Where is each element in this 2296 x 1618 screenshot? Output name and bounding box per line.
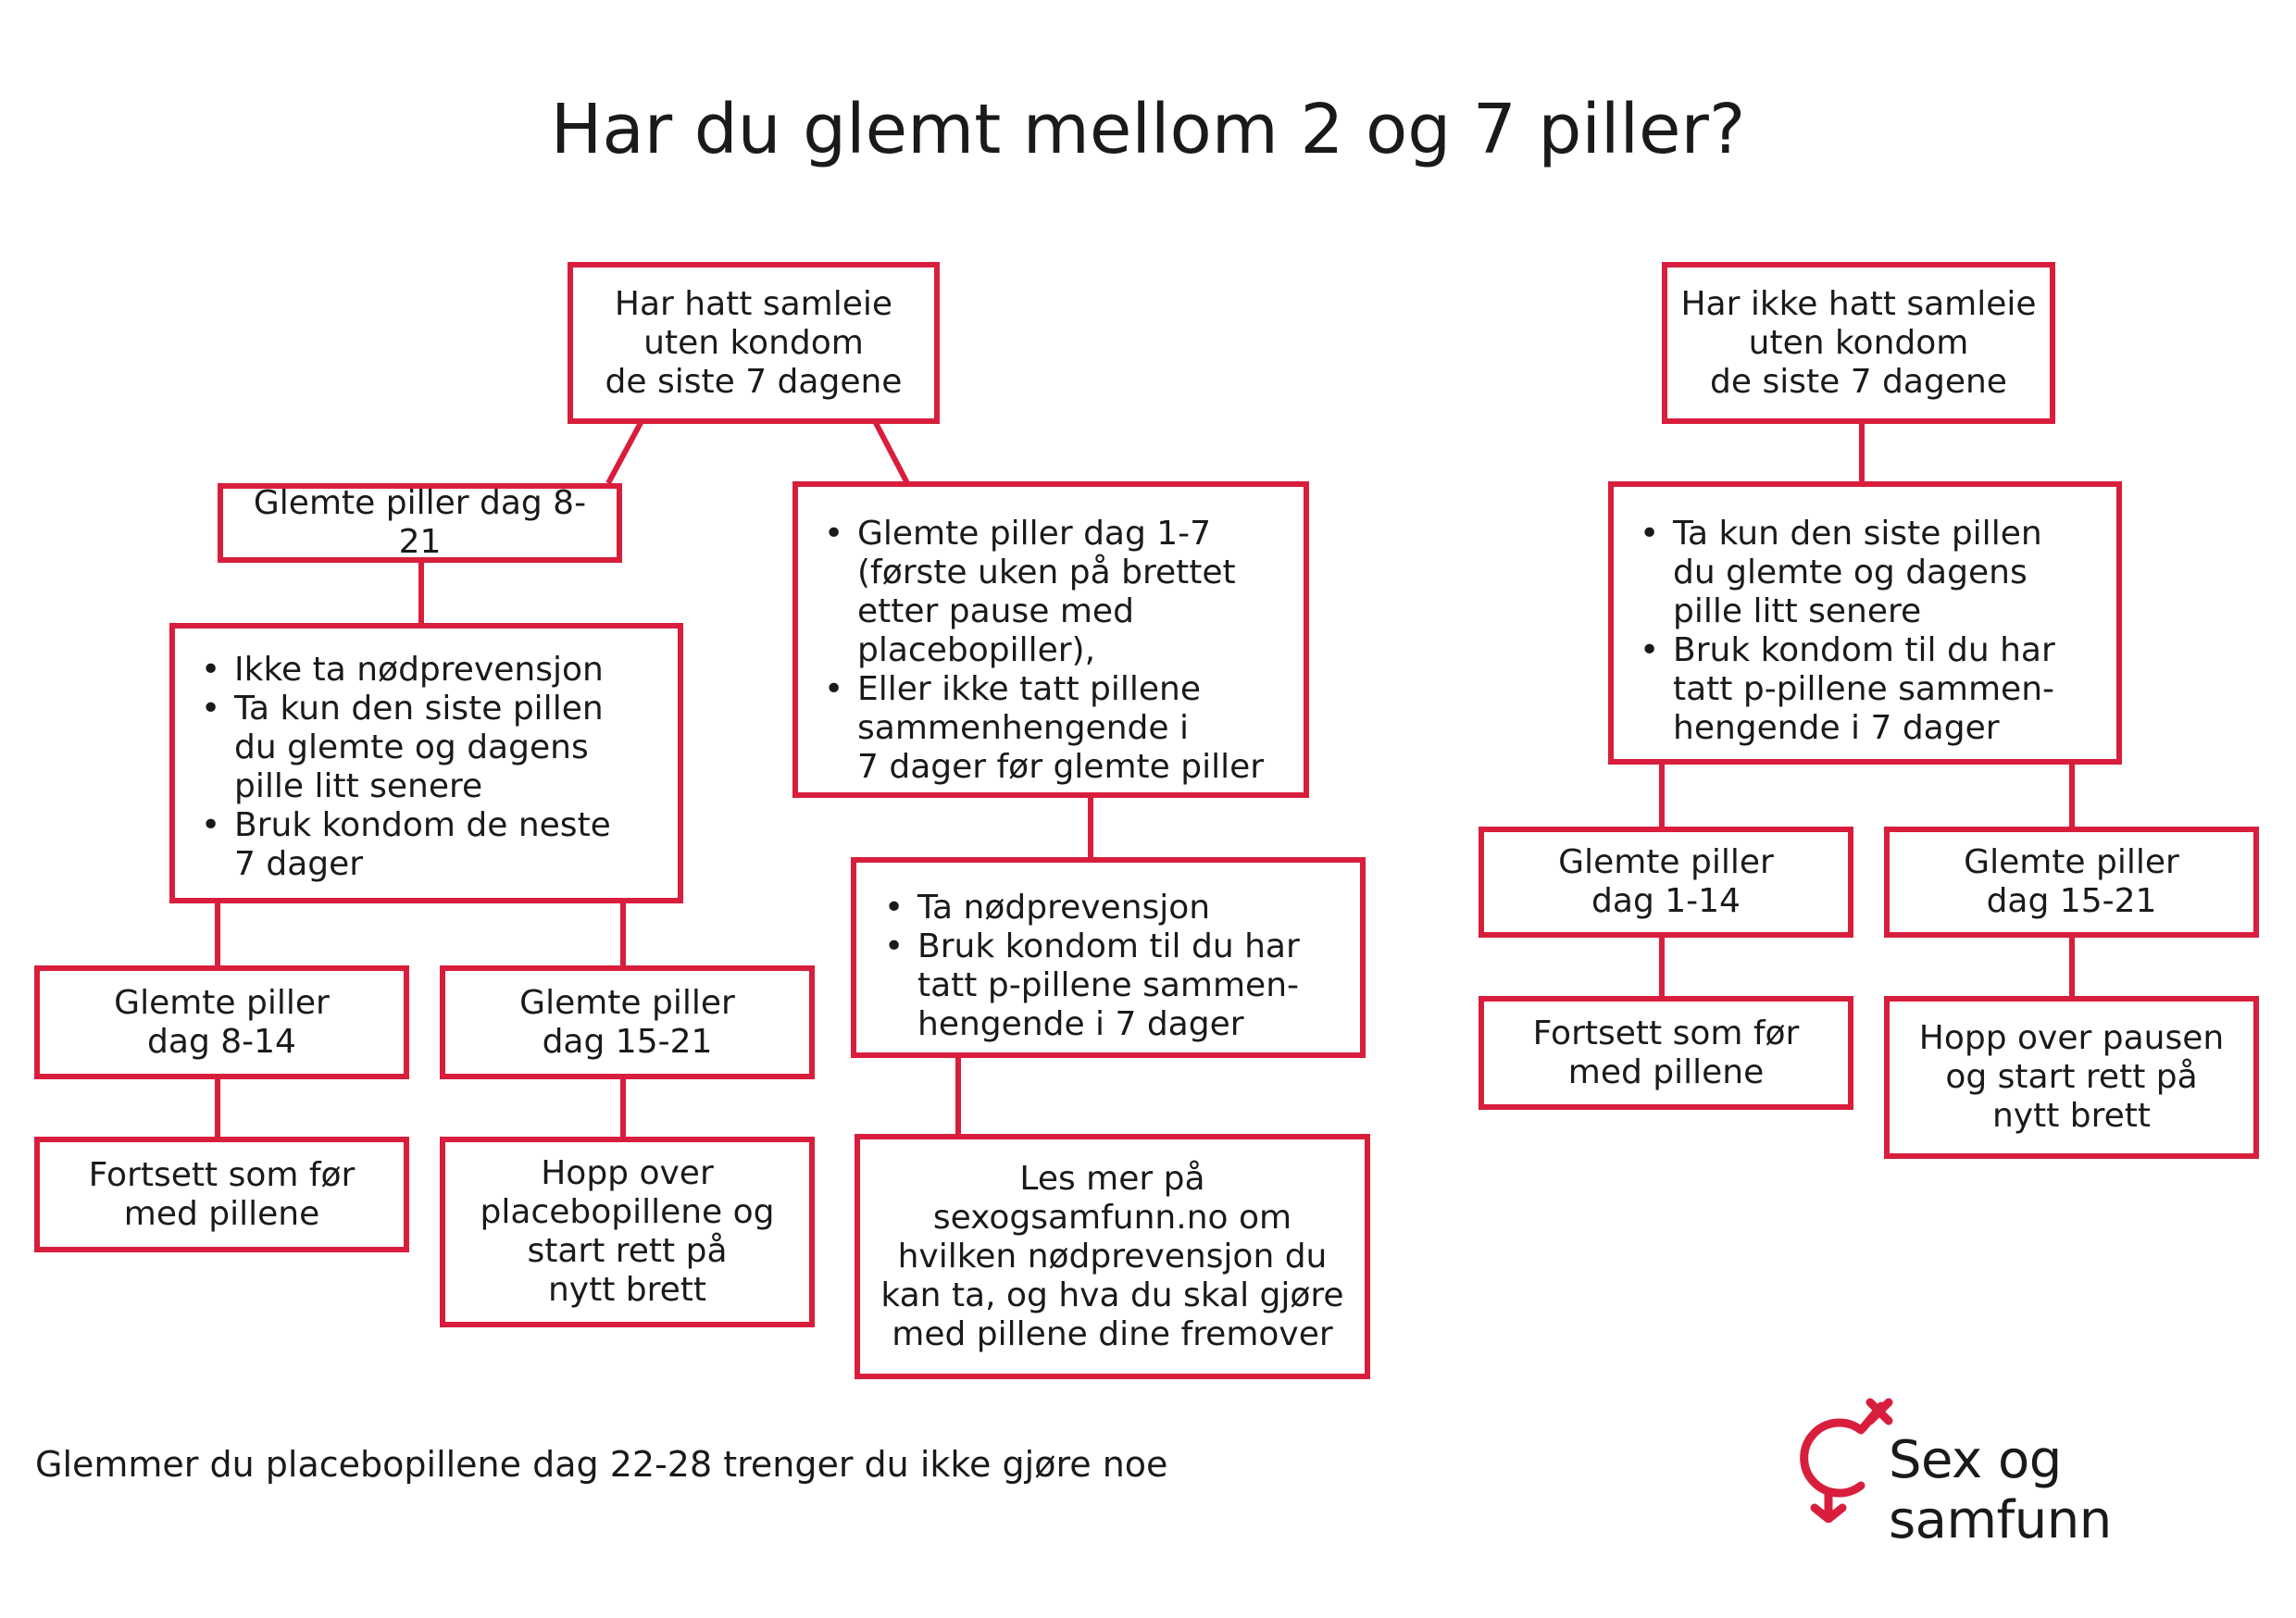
node-right-continue [1479,996,1853,1110]
right-advice-list [1640,515,2098,748]
node-right-advice [1608,481,2122,765]
node-right-skip-pause [1884,996,2259,1159]
mid-advice-list [884,889,1341,1044]
node-left-skip-placebo [440,1137,815,1327]
logo-text: Sex og samfunn [1889,1430,2112,1550]
node-mid-advice [851,857,1366,1058]
node-root-right [1662,262,2055,424]
node-left-day8-14 [34,965,409,1079]
node-right-day1-14-text: Glemte piller dag 1-14 [1558,843,1774,920]
mid-day1-7-list [824,515,1285,787]
left-advice-item: • Ikke ta nødprevensjon [201,651,659,690]
right-advice-item: • Ta kun den siste pillen du glemte og dagens pille litt senere [1640,515,2098,631]
node-left-continue [34,1137,409,1252]
page-title: Har du glemt mellom 2 og 7 piller? [550,90,1746,169]
node-right-continue-text: Fortsett som før med pillene [1532,1014,1800,1091]
connector-root-left-to-day8-21 [608,421,642,483]
node-left-skip-placebo-text: Hopp over placebopillene og start rett på nytt brett [480,1154,775,1309]
node-left-day8-14-text: Glemte piller dag 8-14 [114,983,330,1061]
node-right-day15-21-text: Glemte piller dag 15-21 [1964,843,2179,920]
node-root-left [568,262,940,424]
mid-advice-item: • Ta nødprevensjon [884,889,1341,927]
mid-day1-7-item: • Eller ikke tatt pillene sammenhengende i 7 dager før glemte piller [824,670,1285,787]
node-left-continue-text: Fortsett som før med pillene [88,1155,356,1233]
mid-advice-item: • Bruk kondom til du har tatt p-pillene sammen- hengende i 7 dager [884,927,1341,1044]
node-root-right-text: Har ikke hatt samleie uten kondom de siste 7 dagene [1680,284,2037,401]
node-left-day8-21 [218,483,622,563]
node-right-skip-pause-text: Hopp over pausen og start rett på nytt brett [1918,1019,2225,1135]
node-right-day15-21 [1884,827,2259,938]
footer-note: Glemmer du placebopillene dag 22-28 trenger du ikke gjøre noe [35,1444,1168,1485]
node-mid-read-more [855,1134,1370,1379]
node-left-day15-21-text: Glemte piller dag 15-21 [519,983,735,1061]
left-advice-item: • Ta kun den siste pillen du glemte og dagens pille litt senere [201,690,659,806]
node-left-day8-21-text: Glemte piller dag 8-21 [253,484,587,561]
node-left-day15-21 [440,965,815,1079]
node-mid-read-more-text: Les mer på sexogsamfunn.no om hvilken nødprevensjon du kan ta, og hva du skal gjøre med pillene dine fremover [880,1159,1344,1353]
right-advice-item: • Bruk kondom til du har tatt p-pillene sammen- hengende i 7 dager [1640,631,2098,748]
node-root-left-text: Har hatt samleie uten kondom de siste 7 dagene [605,284,903,401]
left-advice-item: • Bruk kondom de neste 7 dager [201,806,659,884]
left-advice-list [201,651,659,884]
node-right-day1-14 [1479,827,1853,938]
node-mid-day1-7 [792,481,1309,798]
connector-root-left-to-day1-7 [875,421,907,483]
node-left-advice [169,623,683,903]
mid-day1-7-item: • Glemte piller dag 1-7 (første uken på brettet etter pause med placebopiller), [824,515,1285,670]
